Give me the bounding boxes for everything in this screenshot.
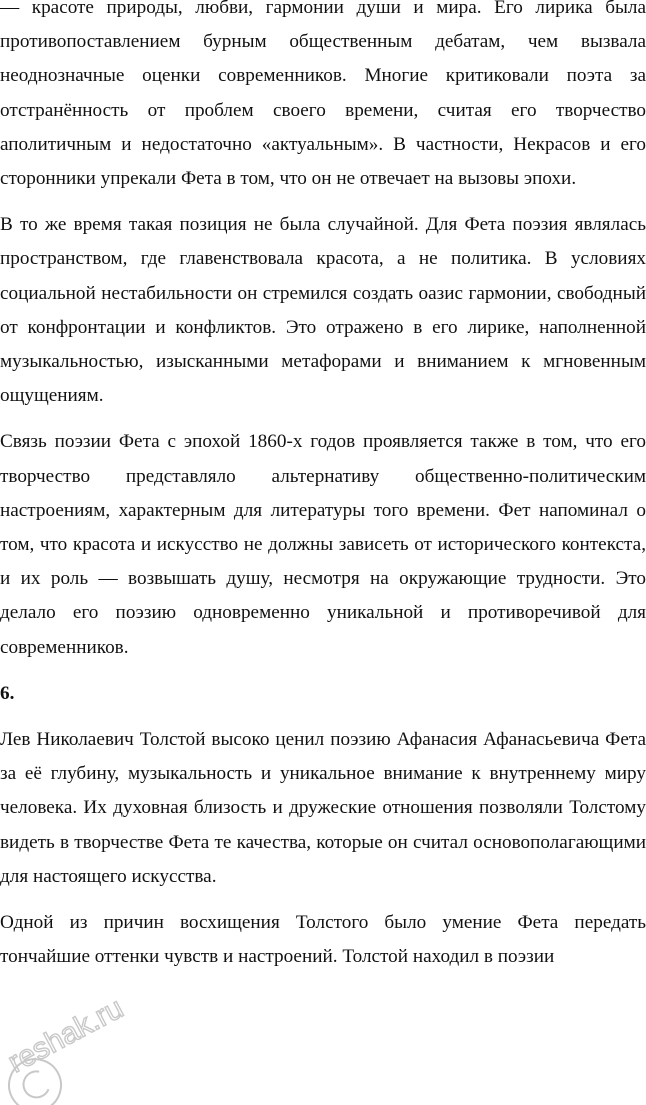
watermark-logo xyxy=(0,985,200,1105)
paragraph-5: Одной из причин восхищения Толстого было умение Фета передать тончайшие оттенки чувств и настроений. Толстой находил в поэзии xyxy=(0,912,646,968)
paragraph-2: В то же время такая позиция не была случайной. Для Фета поэзия являлась пространством, где главенствовала красота, а не политика. В условиях социальной нестабильности он стремился создать оазис гармонии, свободный от конфронтации и конфликтов. Это отражено в его лирике, наполненной музыкальностью, изысканными метафорами и вниманием к мгновенным ощущениям. xyxy=(0,214,646,407)
copyright-circle-icon xyxy=(0,1050,70,1105)
paragraph-1: — красоте природы, любви, гармонии души и мира. Его лирика была противопоставлением бурным общественным дебатам, чем вызвала неоднозначные оценки современников. Многие критиковали поэта за отстранённость от проблем своего времени, считая его творчество аполитичным и недостаточно «актуальным». В частности, Некрасов и его сторонники упрекали Фета в том, что он не отвечает на вызовы эпохи. xyxy=(0,0,646,190)
paragraph-3: Связь поэзии Фета с эпохой 1860-х годов проявляется также в том, что его творчество представляло альтернативу общественно-политическим настроениям, характерным для литературы того времени. Фет напоминал о том, что красота и искусство не должны зависеть от исторического контекста, и их роль — возвышать душу, несмотря на окружающие трудности. Это делало его поэзию одновременно уникальной и противоречивой для современников. xyxy=(0,431,646,658)
watermark-text: reshak.ru xyxy=(2,991,129,1080)
section-number: 6. xyxy=(0,682,15,704)
paragraph-4: Лев Николаевич Толстой высоко ценил поэзию Афанасия Афанасьевича Фета за её глубину, музыкальность и уникальное внимание к внутреннему миру человека. Их духовная близость и дружеские отношения позволяли Толстому видеть в творчестве Фета те качества, которые он считал основополагающими для настоящего искусства. xyxy=(0,729,646,887)
copyright-c-icon xyxy=(19,1069,50,1102)
